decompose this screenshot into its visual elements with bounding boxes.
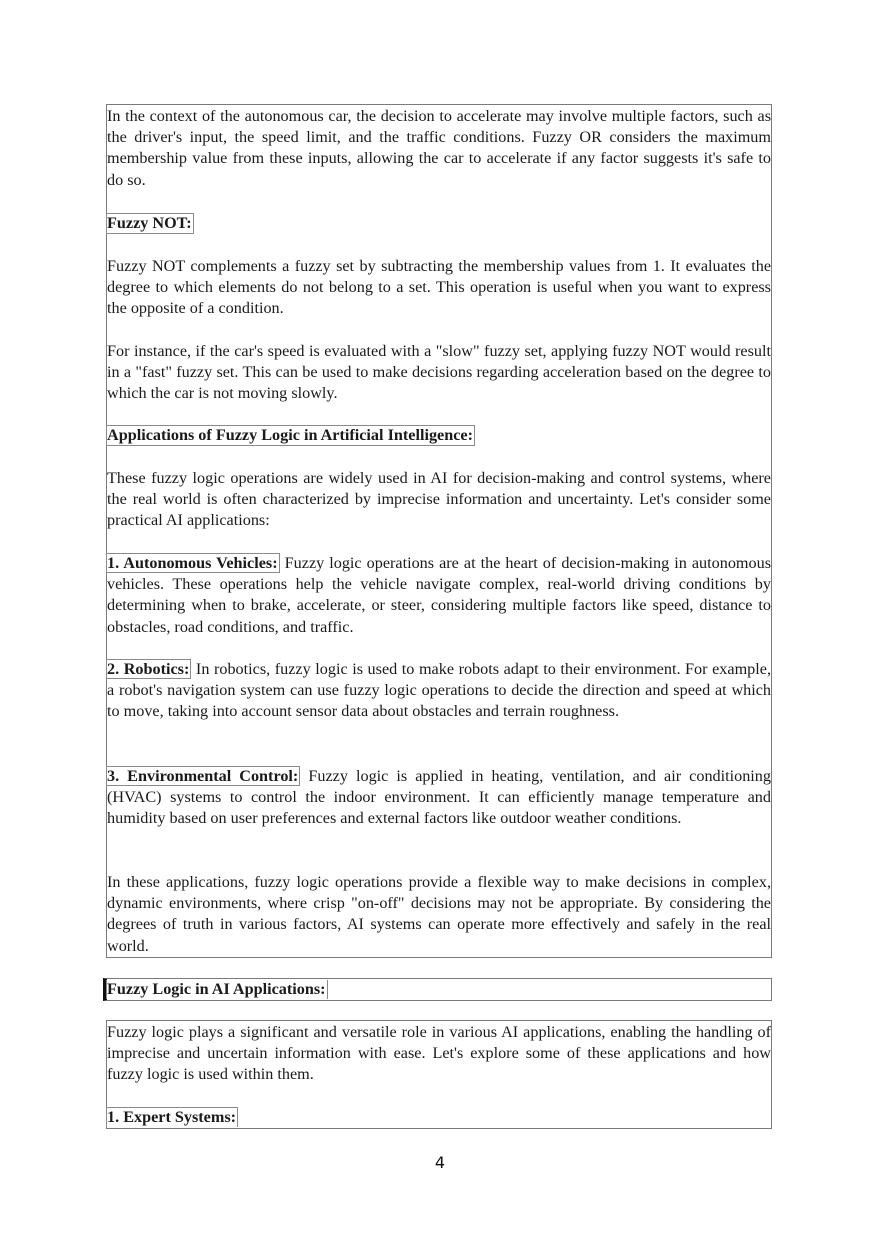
list-item-label: 3. Environmental Control: bbox=[107, 767, 299, 785]
paragraph-fuzzy-not-example: For instance, if the car's speed is evaluated with a "slow" fuzzy set, applying fuzzy NOT would result in a "fast" fuzzy set. This can be used to make decisions regarding acceleration based on the degree to which the car is not moving slowly. bbox=[107, 342, 771, 403]
paragraph-ai-applications-intro: Fuzzy logic plays a significant and versatile role in various AI applications, enabling the handling of imprecise and uncertain information with ease. Let's explore some of these applications and how fuzzy logic is used within them. bbox=[107, 1023, 771, 1084]
list-item-text: In robotics, fuzzy logic is used to make robots adapt to their environment. For example, a robot's navigation system can use fuzzy logic operations to decide the direction and speed at which to move, taking into account sensor data about obstacles and terrain roughness. bbox=[107, 660, 771, 721]
section-heading-box bbox=[103, 978, 772, 1001]
heading-fuzzy-not-wrap bbox=[107, 213, 771, 234]
paragraph-applications-intro: These fuzzy logic operations are widely used in AI for decision-making and control systems, where the real world is often characterized by imprecise information and uncertainty. Let's consider some practical AI applications: bbox=[107, 469, 771, 530]
page-number: 4 bbox=[434, 1153, 446, 1172]
paragraph-fuzzy-or-context: In the context of the autonomous car, the decision to accelerate may involve multiple factors, such as the driver's input, the speed limit, and the traffic conditions. Fuzzy OR considers the maximum membership value from these inputs, allowing the car to accelerate if any factor suggests it's safe to do so. bbox=[107, 107, 771, 189]
list-item bbox=[107, 766, 771, 830]
content-block-operations bbox=[106, 104, 772, 958]
list-item bbox=[107, 553, 771, 638]
list-item-text: Fuzzy logic is applied in heating, ventilation, and air conditioning (HVAC) systems to control the indoor environment. It can efficiently manage temperature and humidity based on user preferences and external factors like outdoor weather conditions. bbox=[107, 767, 771, 828]
paragraph-conclusion: In these applications, fuzzy logic operations provide a flexible way to make decisions in complex, dynamic environments, where crisp "on-off" decisions may not be appropriate. By considering the degrees of truth in various factors, AI systems can operate more effectively and safely in the real world. bbox=[107, 873, 771, 955]
heading-expert-systems: 1. Expert Systems: bbox=[107, 1108, 237, 1126]
list-item-text: Fuzzy logic operations are at the heart of decision-making in autonomous vehicles. These operations help the vehicle navigate complex, real-world driving conditions by determining when to brake, accelerate, or steer, considering multiple factors like speed, distance to obstacles, road conditions, and traffic. bbox=[107, 554, 771, 636]
section-heading: Fuzzy Logic in AI Applications: bbox=[107, 980, 326, 998]
paragraph-fuzzy-not-definition: Fuzzy NOT complements a fuzzy set by subtracting the membership values from 1. It evaluates the degree to which elements do not belong to a set. This operation is useful when you want to express the opposite of a condition. bbox=[107, 257, 771, 318]
heading-expert-systems-wrap bbox=[107, 1107, 771, 1128]
heading-applications: Applications of Fuzzy Logic in Artificial Intelligence: bbox=[107, 426, 473, 444]
heading-applications-wrap bbox=[107, 425, 771, 446]
list-item bbox=[107, 659, 771, 723]
section-heading-wrap bbox=[107, 979, 771, 1000]
list-item-label: 1. Autonomous Vehicles: bbox=[107, 554, 278, 572]
heading-fuzzy-not: Fuzzy NOT: bbox=[107, 214, 192, 232]
list-item-label: 2. Robotics: bbox=[107, 660, 190, 678]
content-block-ai-applications bbox=[106, 1020, 772, 1129]
